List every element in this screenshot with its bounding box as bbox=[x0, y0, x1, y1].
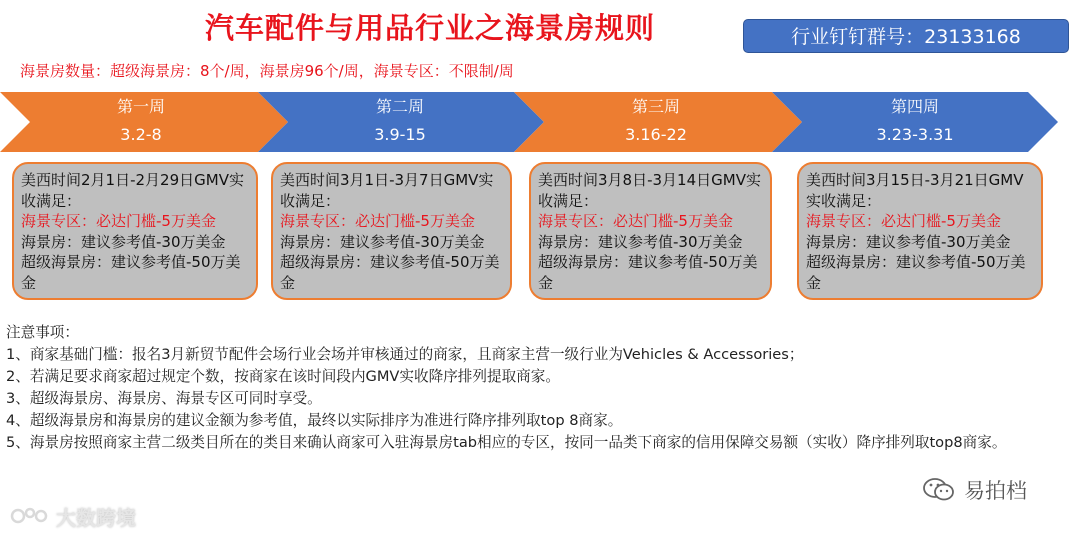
card-super-seaview-room: 超级海景房：建议参考值-50万美金 bbox=[21, 253, 241, 292]
card-zone-threshold: 海景专区：必达门槛-5万美金 bbox=[538, 212, 733, 230]
week-1-label bbox=[51, 95, 231, 147]
card-super-seaview-room: 超级海景房：建议参考值-50万美金 bbox=[538, 253, 758, 292]
week-3-dates: 3.16-22 bbox=[625, 125, 687, 144]
note-item: 4、超级海景房和海景房的建议金额为参考值，最终以实际排序为准进行降序排列取top 8商家。 bbox=[6, 412, 623, 429]
card-seaview-room: 海景房：建议参考值-30万美金 bbox=[21, 232, 226, 251]
card-gmv-line: 美西时间3月1日-3月7日GMV实收满足： bbox=[280, 171, 494, 210]
card-seaview-room: 海景房：建议参考值-30万美金 bbox=[538, 232, 743, 251]
card-seaview-room: 海景房：建议参考值-30万美金 bbox=[280, 232, 485, 251]
week-3-label bbox=[566, 95, 746, 147]
week-1-card bbox=[12, 162, 258, 300]
quota-line: 海景房数量：超级海景房：8个/周，海景房96个/周，海景专区：不限制/周 bbox=[20, 62, 514, 80]
wechat-account-name: 易拍档 bbox=[964, 479, 1027, 503]
week-3-card bbox=[529, 162, 772, 300]
card-seaview-room: 海景房：建议参考值-30万美金 bbox=[806, 232, 1011, 251]
wechat-watermark bbox=[922, 476, 1027, 504]
week-4-title: 第四周 bbox=[890, 97, 939, 116]
page-title: 汽车配件与用品行业之海景房规则 bbox=[204, 11, 655, 45]
wechat-icon bbox=[922, 477, 956, 503]
week-4-label bbox=[825, 95, 1005, 147]
card-zone-threshold: 海景专区：必达门槛-5万美金 bbox=[21, 212, 216, 230]
card-super-seaview-room: 超级海景房：建议参考值-50万美金 bbox=[280, 253, 500, 292]
card-zone-threshold: 海景专区：必达门槛-5万美金 bbox=[806, 212, 1001, 230]
week-2-label bbox=[310, 95, 490, 147]
card-zone-threshold: 海景专区：必达门槛-5万美金 bbox=[280, 212, 475, 230]
note-item: 2、若满足要求商家超过规定个数，按商家在该时间段内GMV实收降序排列提取商家。 bbox=[6, 368, 560, 385]
card-gmv-line: 美西时间3月8日-3月14日GMV实收满足： bbox=[538, 171, 761, 210]
week-4-card bbox=[797, 162, 1043, 300]
note-item: 3、超级海景房、海景房、海景专区可同时享受。 bbox=[6, 390, 322, 407]
note-item: 5、海景房按照商家主营二级类目所在的类目来确认商家可入驻海景房tab相应的专区，按同一品类下商家的信用保障交易额（实收）降序排列取top8商家。 bbox=[6, 434, 1007, 451]
card-gmv-line: 美西时间2月1日-2月29日GMV实收满足： bbox=[21, 171, 244, 210]
card-gmv-line: 美西时间3月15日-3月21日GMV实收满足： bbox=[806, 171, 1024, 210]
notes-section bbox=[6, 322, 1066, 454]
source-name: 大数跨境 bbox=[56, 505, 136, 530]
week-2-dates: 3.9-15 bbox=[374, 125, 426, 144]
week-3-title: 第三周 bbox=[631, 97, 680, 116]
notes-heading: 注意事项： bbox=[6, 324, 79, 341]
week-1-dates: 3.2-8 bbox=[120, 125, 162, 144]
week-2-card bbox=[271, 162, 512, 300]
note-item: 1、商家基础门槛：报名3月新贸节配件会场行业会场并审核通过的商家，且商家主营一级行业为Vehicles & Accessories； bbox=[6, 346, 804, 363]
week-2-title: 第二周 bbox=[375, 97, 424, 116]
logo-icon bbox=[10, 504, 50, 528]
week-1-title: 第一周 bbox=[116, 97, 165, 116]
week-4-dates: 3.23-3.31 bbox=[876, 125, 954, 144]
card-super-seaview-room: 超级海景房：建议参考值-50万美金 bbox=[806, 253, 1026, 292]
source-watermark bbox=[10, 502, 136, 530]
group-number-badge: 行业钉钉群号：23133168 bbox=[743, 19, 1069, 53]
